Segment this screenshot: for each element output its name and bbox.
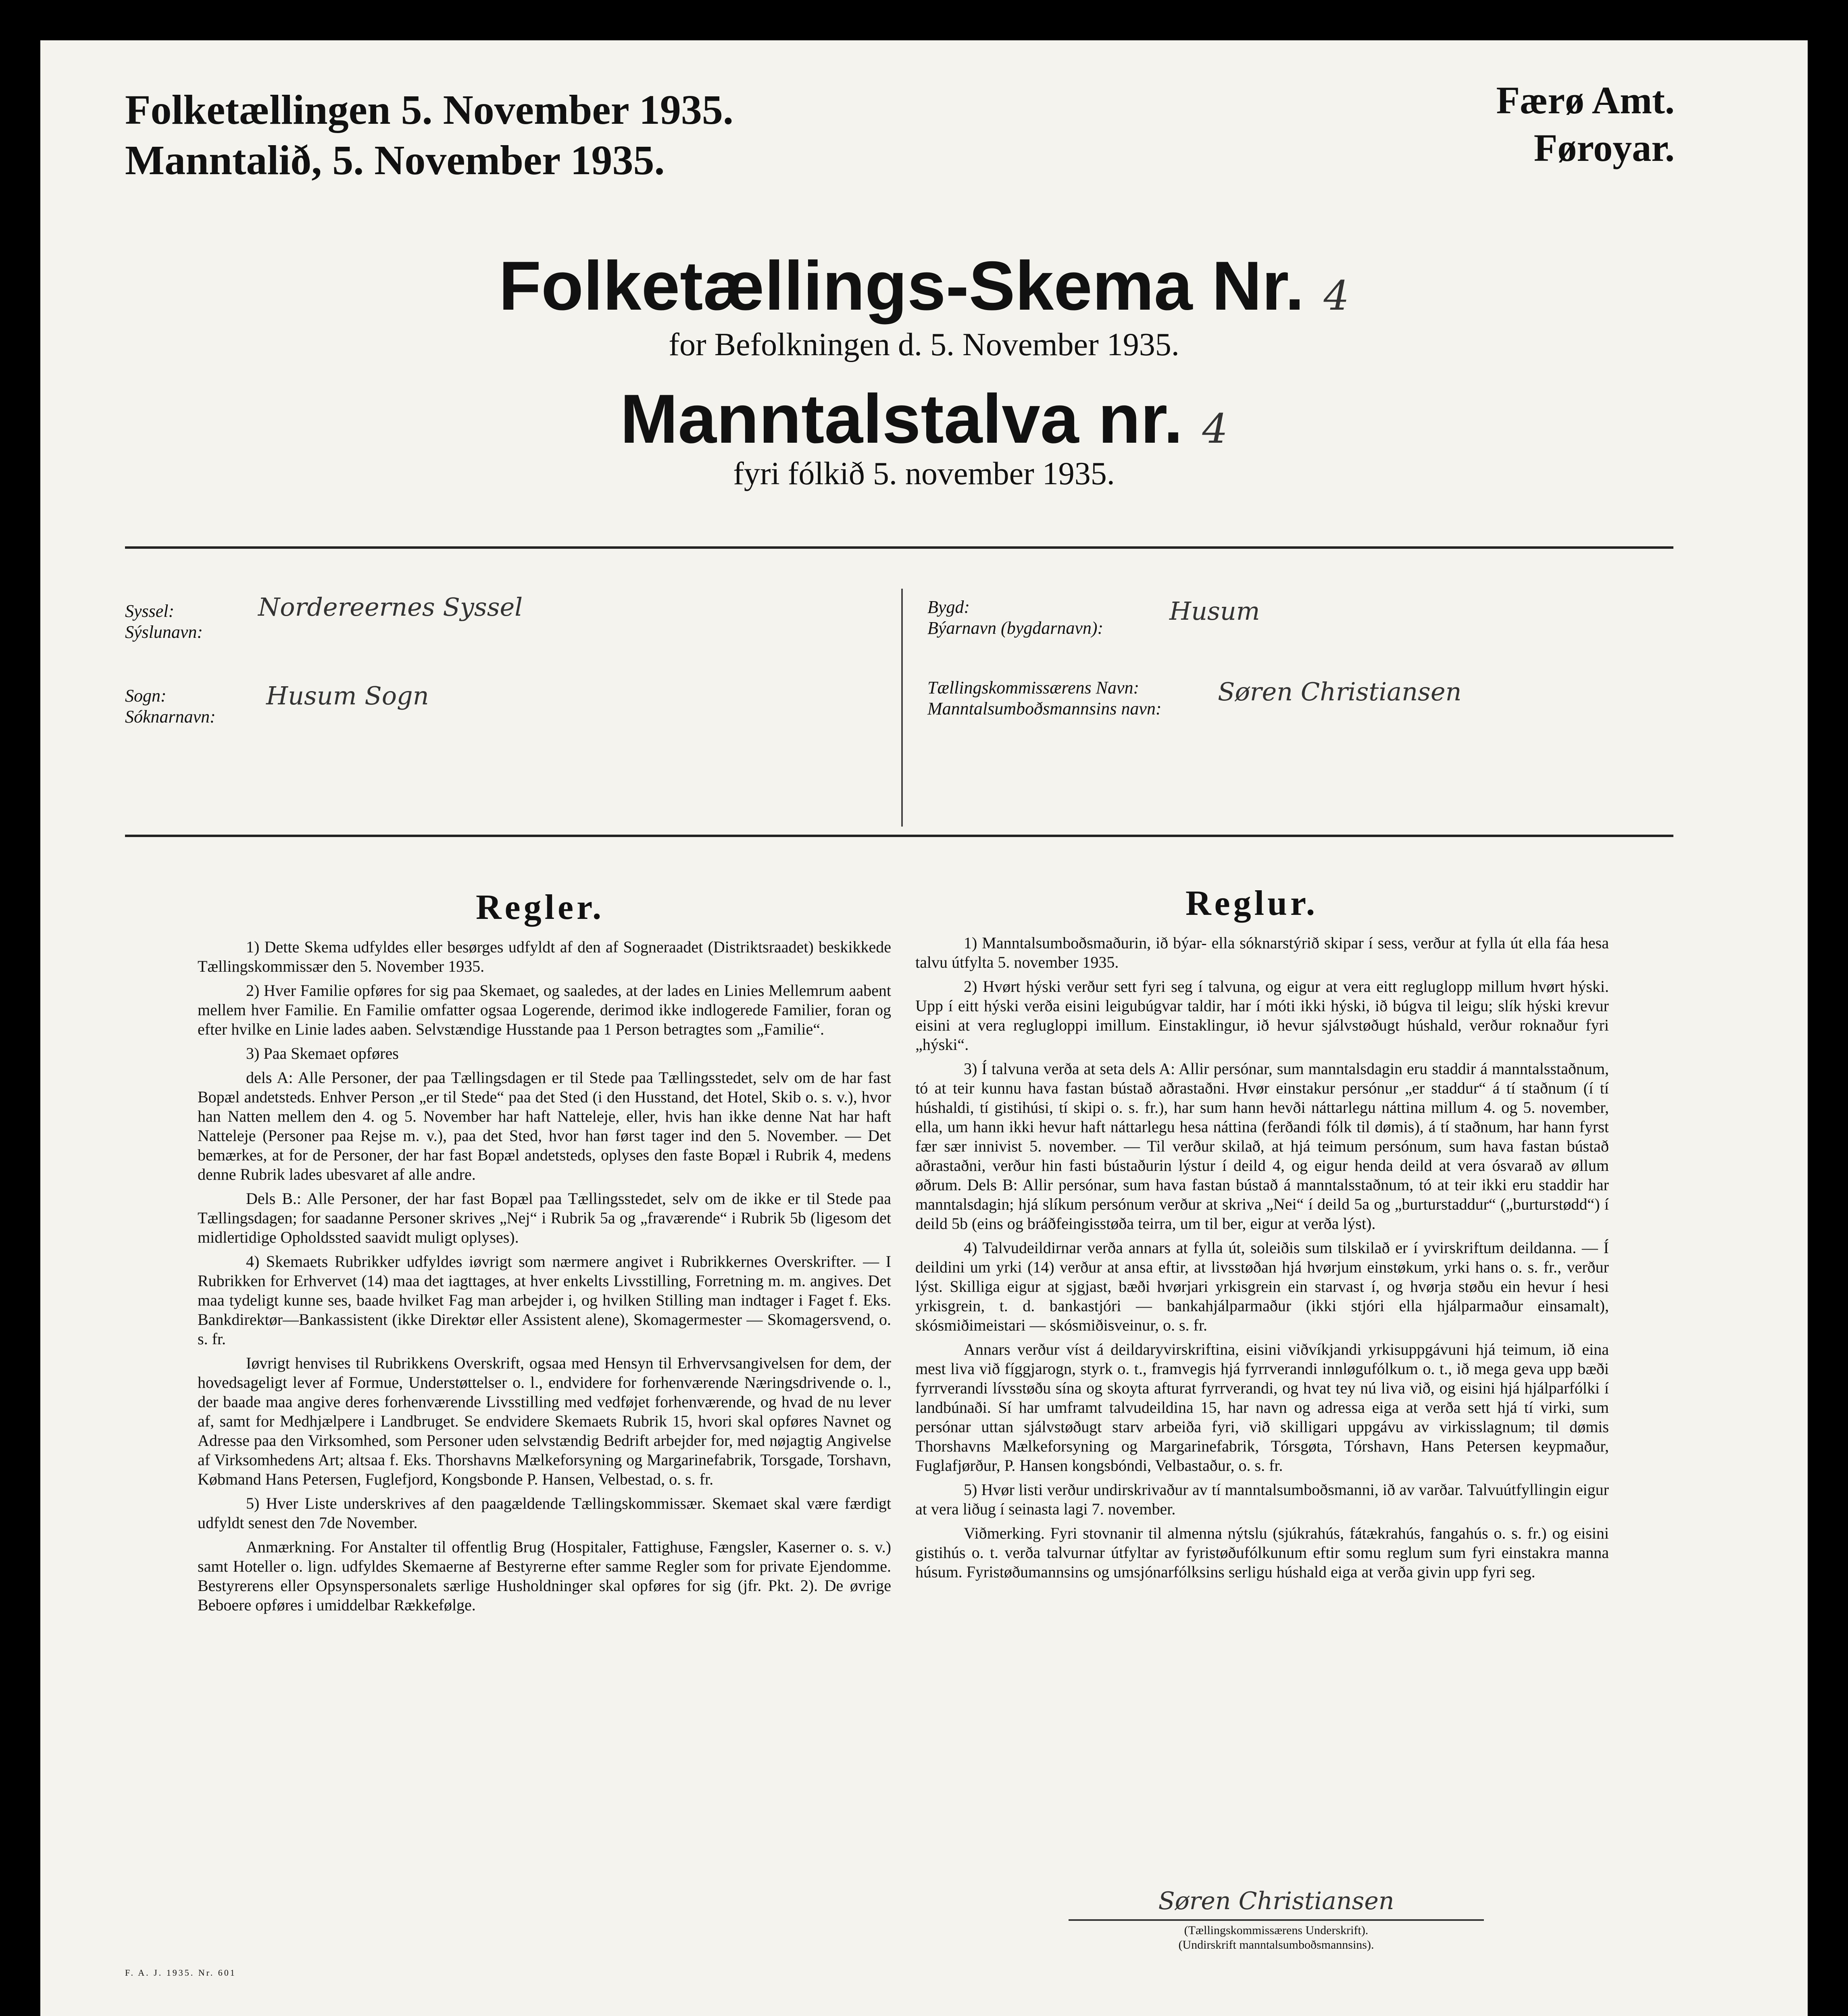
field-sogn-label-fo: Sóknarnavn: xyxy=(125,707,216,727)
reglur-paragraph: 5) Hvør listi verður undirskrivaður av tí manntalsumboðsmanni, ið av varðar. Talvuútfyllingin eigur at vera liðug í seinasta lagi 7. november. xyxy=(915,1481,1609,1518)
subtitle-faroese: fyri fólkið 5. november 1935. xyxy=(733,456,1115,492)
header-amt: Færø Amt. xyxy=(1496,79,1675,122)
regler-paragraph: 5) Hver Liste underskrives af den paagældende Tællingskommissær. Skemaet skal være færdigt udfyldt senest den 7de November. xyxy=(198,1494,891,1532)
printer-mark: F. A. J. 1935. Nr. 601 xyxy=(125,1968,236,1978)
reglur-paragraph: Viðmerking. Fyri stovnanir til almenna nýtslu (sjúkrahús, fátækrahús, fangahús o. s. fr.) og eisini gistihús o. t. verða talvurnar útfyltar av fyristøðufólkunum eftir somu reglum sum fyri einstakra manna húsum. Fyristøðumannsins og umsjónarfólksins serligu húshald eiga at verða givin upp fyri seg. xyxy=(915,1524,1609,1581)
reglur-column xyxy=(915,933,1609,1587)
signature-name: Søren Christiansen xyxy=(1158,1887,1394,1915)
field-syssel-value: Nordereernes Syssel xyxy=(258,592,523,622)
field-bygd-label-fo: Býarnavn (bygdarnavn): xyxy=(927,618,1104,638)
title-danish-text: Folketællings-Skema Nr. xyxy=(498,247,1304,325)
reglur-heading: Reglur. xyxy=(1185,884,1318,923)
regler-paragraph: Dels B.: Alle Personer, der har fast Bopæl paa Tællingsstedet, selv om de ikke er til Stede paa Tællingsdagen; for saadanne Personer skrives „Nej“ i Rubrik 5a og „fraværende“ i Rubrik 5b (ligesom det midlertidige Opholdssted saavidt muligt oplyses). xyxy=(198,1189,891,1246)
regler-paragraph: 2) Hver Familie opføres for sig paa Skemaet, og saaledes, at der lades en Linies Mellemrum aabent mellem hver Familie. En Familie omfatter ogsaa Logerende, derimod ikke indlogerede Familier, foran og efter hvilke en Linie lades aaben. Selvstændige Husstande paa 1 Person betragtes som „Familie“. xyxy=(198,981,891,1038)
divider-top xyxy=(125,546,1673,549)
title-faroese-text: Manntalstalva nr. xyxy=(620,380,1183,458)
regler-paragraph: 3) Paa Skemaet opføres xyxy=(246,1044,399,1062)
regler-paragraph: 1) Dette Skema udfyldes eller besørges udfyldt af den af Sogneraadet (Distriktsraadet) beskikkede Tællingskommissær den 5. November 1935. xyxy=(198,938,891,975)
field-bygd-label-da: Bygd: xyxy=(927,597,970,617)
field-sogn xyxy=(125,681,429,727)
reglur-paragraph: 3) Í talvuna verða at seta dels A: Allir persónar, sum manntalsdagin eru staddir á manntalsstaðnum, tó at teir kunnu hava fastan bústað aðrastaðni. Hvør einstakur persónur „er staddur“ á tí staðnum (í tí húshaldi, tí gistihúsi, tí skipi o. s. fr.), har sum hann hevði náttarlegu náttina millum 4. og 5. november, ella, um hann ikki hevur haft náttarlegu hesa náttina (ferðandi fólk til dømis), á tí staðnum, har hann fyrst fær sær innivist 5. november. — Til verður skilað, at hjá teimum persónum, sum hava fastan bústað aðrastaðni, verður hin fasti bústaðurin lýstur í deild 4, og eigur henda deild at vera ósvarað av øllum øðrum. Dels B: Allir persónar, sum hava fastan bústað á manntalsstaðnum, tó at teir ikki eru staddir har manntalsdagin; hjá slíkum persónum verður at skriva „Nei“ í deild 5a og „burturstaddur“ („burturstødd“) í deild 5b (eins og bráðfeingisstøða teirra, um til ber, eigur at verða lýst). xyxy=(915,1060,1609,1233)
title-danish-number: 4 xyxy=(1323,272,1350,319)
field-sogn-label-da: Sogn: xyxy=(125,686,167,706)
field-bygd-value: Husum xyxy=(1169,596,1260,626)
field-bygd xyxy=(927,596,1260,639)
header-census-fo: Manntalið, 5. November 1935. xyxy=(125,137,665,183)
reglur-paragraph: 4) Talvudeildirnar verða annars at fylla út, soleiðis sum tilskilað er í yvirskriftum deildanna. — Í deildini um yrki (14) verður at ansa eftir, at livsstøðan hjá hvørjum einstøkum, yrki hans o. s. fr., verður lýst. Skilliga eigur at sjgjast, bæði hvørjari yrkisgrein ein starvast í, og hvørja støðu ein hevur í hesi yrkisgrein, t. d. bankastjóri — bankahjálparmaður (ikki stjóri ella hjálparmaður einsamalt), skósmiðimeistari — skósmiðisveinur, o. s. fr. xyxy=(915,1239,1609,1334)
field-syssel-label-da: Syssel: xyxy=(125,601,175,621)
title-danish xyxy=(40,246,1808,326)
title-faroese xyxy=(40,379,1808,459)
title-faroese-number: 4 xyxy=(1202,405,1228,452)
field-kommissaer-label-fo: Manntalsumboðsmannsins navn: xyxy=(927,699,1162,719)
signature-block xyxy=(1069,1887,1484,1952)
regler-column xyxy=(198,937,891,1620)
signature-caption-fo: (Undirskrift manntalsumboðsmannsins). xyxy=(1178,1938,1374,1951)
regler-paragraph: Iøvrigt henvises til Rubrikkens Overskrift, ogsaa med Hensyn til Erhvervsangivelsen for dem, der hovedsageligt lever af Formue, Understøttelser o. l., endvidere for forhenværende Næringsdrivende o. l., der baade maa angive deres forhenværende Livsstilling med vedføjet forhenværende, og hvad de nu lever af, samt for Medhjælpere i Landbruget. Se endvidere Skemaets Rubrik 15, hvori skal opføres Navnet og Adresse paa den Virksomhed, som Personer uden selvstændig Bedrift arbejder for, med nøjagtig Angivelse af Virksomhedens Art; altsaa f. Eks. Thorshavns Mælkeforsyning og Margarinefabrik, Torsgade, Torshavn, Købmand Hans Petersen, Fuglefjord, Kongsbonde P. Hansen, Velbestad, o. s. fr. xyxy=(198,1354,891,1488)
field-kommissaer-value: Søren Christiansen xyxy=(1218,677,1462,706)
header-right xyxy=(1496,77,1675,172)
divider-vertical xyxy=(901,589,903,827)
header-left xyxy=(125,85,733,185)
field-kommissaer-label-da: Tællingskommissærens Navn: xyxy=(927,678,1140,698)
regler-heading: Regler. xyxy=(476,888,605,927)
signature-line xyxy=(1069,1919,1484,1921)
signature-caption-da: (Tællingskommissærens Underskrift). xyxy=(1184,1924,1369,1937)
header-census-da: Folketællingen 5. November 1935. xyxy=(125,87,733,133)
reglur-paragraph: 2) Hvørt hýski verður sett fyri seg í talvuna, og eigur at vera eitt regluglopp millum hvørt hýski. Upp í eitt hýski verða eisini leigubúgvar taldir, har í móti ikki hýski, ið búgva til leigu; slík hýski krevur eisini at vera reglugloppi imillum. Einstaklingur, ið hevur sjálvstøðugt húshald, verður roknaður fyri „hýski“. xyxy=(915,977,1609,1054)
field-syssel xyxy=(125,592,523,643)
reglur-paragraph: 1) Manntalsumboðsmaðurin, ið býar- ella sóknarstýrið skipar í sess, verður at fylla út ella fáa hesa talvu útfylta 5. november 1935. xyxy=(915,934,1609,971)
subtitle-danish: for Befolkningen d. 5. November 1935. xyxy=(669,327,1179,362)
field-sogn-value: Husum Sogn xyxy=(266,681,429,710)
field-syssel-label-fo: Sýslunavn: xyxy=(125,622,203,642)
regler-paragraph: 4) Skemaets Rubrikker udfyldes iøvrigt som nærmere angivet i Rubrikkernes Overskrifter. — I Rubrikken for Erhvervet (14) maa det iagttages, at hver enkelts Livsstilling, Forretning m. m. angives. Det maa tydeligt kunne ses, baade hvilket Fag man arbejder i, og hvilken Stilling man indtager i Faget f. Eks. Bankdirektør—Bankassistent (ikke Direktør eller Assistent alene), Skomagermester — Skomagersvend, o. s. fr. xyxy=(198,1252,891,1348)
header-foroyar: Føroyar. xyxy=(1533,126,1675,169)
census-form-sheet xyxy=(40,40,1808,2016)
regler-paragraph: dels A: Alle Personer, der paa Tællingsdagen er til Stede paa Tællingsstedet, selv om de har fast Bopæl andetsteds. Enhver Person „er til Stede“ paa det Sted (i den Husstand, det Hotel, Skib o. s. v.), hvor han Natten mellem den 4. og 5. November har haft Natteleje, eller, hvis han ikke denne Nat har haft Natteleje (Personer paa Rejse m. v.), paa det Sted, hvor han først tager ind den 5. November. — Det bemærkes, at for de Personer, der har fast Bopæl andetsteds, oplyses den faste Bopæl i Rubrik 4, medens denne Rubrik lades ubesvaret af alle andre. xyxy=(198,1068,891,1183)
divider-bottom xyxy=(125,835,1673,837)
reglur-paragraph: Annars verður víst á deildaryvirskriftina, eisini viðvíkjandi yrkisuppgávuni hjá teimum, ið eina mest liva við fíggjarogn, styrk o. t., framvegis hjá fyrrverandi innløgufólkum o. t., ið mega geva upp bæði fyrrverandi lívsstøðu sína og skoyta afturat fyrrverandi, og hvat tey nú liva við, og eisini hjá hjálparfólki í landbúnaði. Sí har umframt talvudeildina 15, har navn og adressa eiga at verða sett hjá tí virki, sum persónar uttan sjálvstøðugt starv arbeiða fyri, við skilligari uppgávu av virkisslagnum; til dømis Thorshavns Mælkeforsyning og Margarinefabrik, Tórsgøta, Tórshavn, Hans Petersen keypmaður, Fuglafjørður, P. Hansen kongsbóndi, Velbastaður, o. s. fr. xyxy=(915,1340,1609,1475)
regler-paragraph: Anmærkning. For Anstalter til offentlig Brug (Hospitaler, Fattighuse, Fængsler, Kaserner o. s. v.) samt Hoteller o. lign. udfyldes Skemaerne af Bestyrerne efter samme Regler som for private Ejendomme. Bestyrerens eller Opsynspersonalets særlige Husholdninger skal opføres for sig (jfr. Pkt. 2). De øvrige Beboere opføres i umiddelbar Rækkefølge. xyxy=(198,1538,891,1614)
field-kommissaer xyxy=(927,677,1462,719)
